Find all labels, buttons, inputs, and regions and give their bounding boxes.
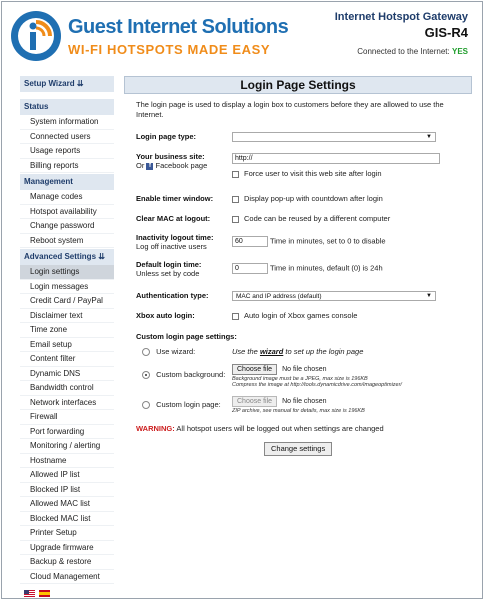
sidebar-item-time-zone[interactable]: Time zone [20,323,114,338]
use-wizard-text-before: Use the [232,347,258,356]
warning-label: WARNING: [136,424,175,433]
sidebar-item-blocked-mac-list[interactable]: Blocked MAC list [20,512,114,527]
custom-background-label: Custom background: [156,370,226,379]
auth-type-value: MAC and IP address (default) [236,293,322,300]
sidebar-item-printer-setup[interactable]: Printer Setup [20,526,114,541]
us-flag-icon[interactable] [24,590,35,597]
login-page-type-label: Login page type: [136,132,196,141]
sidebar-status-header: Status [20,99,114,115]
sidebar-item-cloud-management[interactable]: Cloud Management [20,570,114,585]
sidebar-item-monitoring-alerting[interactable]: Monitoring / alerting [20,439,114,454]
sidebar-item-bandwidth-control[interactable]: Bandwidth control [20,381,114,396]
connection-value: YES [451,47,468,56]
brand-name: Guest Internet Solutions [68,16,289,38]
default-login-sublabel: Unless set by code [136,269,200,278]
auth-type-label: Authentication type: [136,291,209,300]
sidebar-item-blocked-ip-list[interactable]: Blocked IP list [20,483,114,498]
brand-tagline: WI-FI HOTSPOTS MADE EASY [68,42,271,57]
chevron-down-icon: ⇊ [98,252,105,261]
use-wizard-option [142,347,195,356]
custom-settings-header: Custom login page settings: [136,332,237,341]
sidebar-item-manage-codes[interactable]: Manage codes [20,190,114,205]
sidebar-setup-wizard[interactable] [20,76,114,92]
clear-mac-checkbox[interactable] [232,216,239,223]
clear-mac-option: Code can be reused by a different computer [244,214,391,223]
dropdown-arrow-icon: ▼ [426,134,432,140]
inactivity-hint: Time in minutes, set to 0 to disable [269,236,386,246]
inactivity-sublabel: Log off inactive users [136,242,207,251]
sidebar-item-hotspot-availability[interactable]: Hotspot availability [20,205,114,220]
facebook-sublabel-prefix: Or [136,161,145,170]
use-wizard-radio[interactable] [142,348,150,356]
xbox-label: Xbox auto login: [136,311,195,320]
connection-status [357,47,468,56]
advanced-list [20,265,114,584]
sidebar-item-firewall[interactable]: Firewall [20,410,114,425]
advanced-settings-label: Advanced Settings [24,252,97,261]
connection-label: Connected to the Internet: [357,47,450,56]
sidebar [20,76,114,597]
wizard-link[interactable]: wizard [259,347,284,356]
sidebar-item-upgrade-firmware[interactable]: Upgrade firmware [20,541,114,556]
custom-login-page-radio[interactable] [142,401,150,409]
sidebar-item-backup-restore[interactable]: Backup & restore [20,555,114,570]
use-wizard-description [232,347,363,356]
sidebar-item-network-interfaces[interactable]: Network interfaces [20,396,114,411]
timer-window-option: Display pop-up with countdown after login [244,194,383,203]
dropdown-arrow-icon: ▼ [426,293,432,299]
inactivity-input[interactable]: 60 [232,236,268,247]
setup-wizard-label: Setup Wizard [24,79,75,88]
sidebar-item-disclaimer-text[interactable]: Disclaimer text [20,309,114,324]
use-wizard-text-after: to set up the login page [285,347,364,356]
timer-window-label: Enable timer window: [136,194,214,203]
login-page-choose-file-button[interactable]: Choose file [232,396,277,407]
business-site-input[interactable]: http:// [232,153,440,164]
business-site-label-block [136,152,207,170]
status-list [20,115,114,173]
business-site-label: Your business site: [136,152,205,161]
sidebar-item-dynamic-dns[interactable]: Dynamic DNS [20,367,114,382]
intro-text: The login page is used to display a login box to customers before they are allowed to use the Internet. [136,100,444,119]
warning-row [136,424,466,433]
default-login-label: Default login time: [136,260,202,269]
login-settings-panel [124,76,472,466]
login-page-type-select[interactable] [232,132,436,142]
sidebar-item-change-password[interactable]: Change password [20,219,114,234]
background-choose-file-button[interactable]: Choose file [232,364,277,375]
inactivity-label: Inactivity logout time: [136,233,214,242]
custom-background-option [142,370,225,379]
sidebar-item-allowed-ip-list[interactable]: Allowed IP list [20,468,114,483]
background-no-file: No file chosen [282,366,327,373]
chevron-down-icon: ⇊ [76,79,84,88]
custom-login-page-label: Custom login page: [156,400,221,409]
sidebar-management-header: Management [20,174,114,190]
sidebar-item-port-forwarding[interactable]: Port forwarding [20,425,114,440]
sidebar-item-credit-card-paypal[interactable]: Credit Card / PayPal [20,294,114,309]
xbox-option: Auto login of Xbox games console [244,311,358,320]
gateway-title: Internet Hotspot Gateway [334,11,468,23]
language-flags [20,590,114,597]
auth-type-select[interactable] [232,291,436,301]
sidebar-item-login-messages[interactable]: Login messages [20,280,114,295]
force-visit-option [232,169,440,178]
xbox-checkbox[interactable] [232,313,239,320]
background-note-2: Compress the image at http://tools.dynamicdrive.com/imageoptimizer/ [232,382,402,388]
facebook-sublabel [136,161,207,170]
sidebar-item-content-filter[interactable]: Content filter [20,352,114,367]
business-site-row [136,152,466,182]
gateway-model: GIS-R4 [424,25,468,40]
default-login-label-block [136,260,201,278]
default-login-hint: Time in minutes, default (0) is 24h [269,263,383,273]
sidebar-item-login-settings[interactable]: Login settings [20,265,114,280]
sidebar-item-billing-reports[interactable]: Billing reports [20,159,114,174]
sidebar-item-reboot-system[interactable]: Reboot system [20,234,114,249]
force-visit-label: Force user to visit this web site after login [244,169,382,178]
clear-mac-label: Clear MAC at logout: [136,214,211,223]
spain-flag-icon[interactable] [39,590,50,597]
page-title: Login Page Settings [124,76,472,94]
default-login-input[interactable]: 0 [232,263,268,274]
warning-text: All hotspot users will be logged out when settings are changed [176,424,384,433]
app-frame [1,1,483,599]
force-visit-checkbox[interactable] [232,171,239,178]
custom-background-radio[interactable] [142,371,150,379]
sidebar-item-usage-reports[interactable]: Usage reports [20,144,114,159]
timer-window-checkbox[interactable] [232,196,239,203]
gis-logo-icon [10,10,62,62]
facebook-icon: f [146,163,153,170]
custom-login-page-option [142,400,221,409]
management-list [20,190,114,248]
background-note-1: Background image must be a JPEG, max size is 196KB [232,376,368,382]
sidebar-item-connected-users[interactable]: Connected users [20,130,114,145]
change-settings-button[interactable]: Change settings [264,442,332,456]
facebook-sublabel-suffix: Facebook page [155,161,208,170]
login-page-note: ZIP archive, see manual for details, max size is 196KB [232,408,365,414]
sidebar-item-allowed-mac-list[interactable]: Allowed MAC list [20,497,114,512]
inactivity-label-block [136,233,214,251]
use-wizard-label: Use wizard: [156,347,196,356]
login-page-no-file: No file chosen [282,398,327,405]
sidebar-item-hostname[interactable]: Hostname [20,454,114,469]
sidebar-item-system-information[interactable]: System information [20,115,114,130]
sidebar-advanced-header[interactable] [20,249,114,265]
sidebar-item-email-setup[interactable]: Email setup [20,338,114,353]
